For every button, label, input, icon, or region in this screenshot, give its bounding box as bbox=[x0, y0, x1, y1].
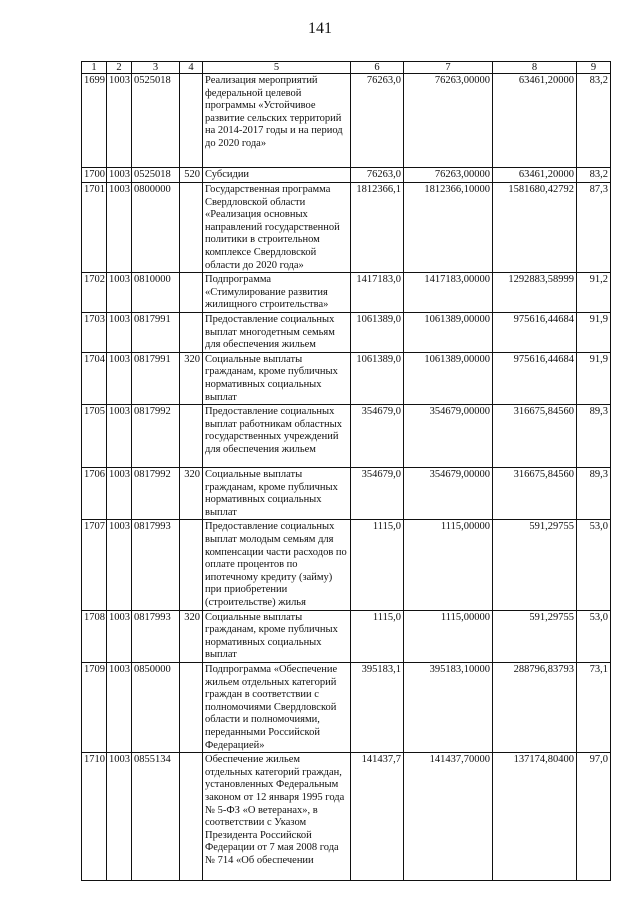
column-header: 4 bbox=[180, 62, 203, 74]
column-header: 1 bbox=[82, 62, 107, 74]
row-number: 1706 bbox=[82, 468, 107, 520]
row-number: 1704 bbox=[82, 352, 107, 404]
row-number: 1710 bbox=[82, 753, 107, 881]
execution-percent: 83,2 bbox=[577, 74, 611, 168]
execution-percent: 89,3 bbox=[577, 468, 611, 520]
item-name: Предоставление социальных выплат работникам областных государственных учреждений для обеспечения жильем bbox=[203, 405, 351, 468]
row-number: 1700 bbox=[82, 168, 107, 183]
section-code: 1003 bbox=[107, 468, 132, 520]
plan-amount: 395183,1 bbox=[351, 663, 404, 753]
target-article-code: 0817993 bbox=[132, 520, 180, 610]
row-number: 1708 bbox=[82, 610, 107, 662]
execution-percent: 97,0 bbox=[577, 753, 611, 881]
table-row bbox=[82, 468, 611, 520]
plan-amount: 1115,0 bbox=[351, 520, 404, 610]
table-row bbox=[82, 74, 611, 168]
executed-amount: 288796,83793 bbox=[493, 663, 577, 753]
item-name: Подпрограмма «Стимулирование развития жилищного строительства» bbox=[203, 273, 351, 313]
expense-type-code bbox=[180, 273, 203, 313]
table-row bbox=[82, 312, 611, 352]
plan-amount: 1812366,1 bbox=[351, 183, 404, 273]
section-code: 1003 bbox=[107, 312, 132, 352]
expense-type-code: 520 bbox=[180, 168, 203, 183]
plan-amount: 76263,0 bbox=[351, 168, 404, 183]
page-number: 141 bbox=[308, 20, 332, 37]
executed-amount: 63461,20000 bbox=[493, 74, 577, 168]
target-article-code: 0525018 bbox=[132, 74, 180, 168]
item-name: Социальные выплаты гражданам, кроме публичных нормативных социальных выплат bbox=[203, 610, 351, 662]
section-code: 1003 bbox=[107, 273, 132, 313]
target-article-code: 0800000 bbox=[132, 183, 180, 273]
section-code: 1003 bbox=[107, 663, 132, 753]
row-number: 1707 bbox=[82, 520, 107, 610]
plan-amount: 1417183,0 bbox=[351, 273, 404, 313]
table-row bbox=[82, 405, 611, 468]
plan-amount: 141437,7 bbox=[351, 753, 404, 881]
approved-amount: 395183,10000 bbox=[404, 663, 493, 753]
row-number: 1702 bbox=[82, 273, 107, 313]
plan-amount: 1115,0 bbox=[351, 610, 404, 662]
target-article-code: 0817992 bbox=[132, 468, 180, 520]
item-name: Социальные выплаты гражданам, кроме публичных нормативных социальных выплат bbox=[203, 352, 351, 404]
executed-amount: 316675,84560 bbox=[493, 405, 577, 468]
row-number: 1709 bbox=[82, 663, 107, 753]
target-article-code: 0810000 bbox=[132, 273, 180, 313]
item-name: Обеспечение жильем отдельных категорий граждан, установленных Федеральным законом от 12 января 1995 года № 5-ФЗ «О ветеранах», в соответствии с Указом Президента Российской Федерации от 7 мая 2008 года № 714 «Об обеспечении bbox=[203, 753, 351, 881]
approved-amount: 1061389,00000 bbox=[404, 352, 493, 404]
expense-type-code bbox=[180, 183, 203, 273]
execution-percent: 91,2 bbox=[577, 273, 611, 313]
section-code: 1003 bbox=[107, 74, 132, 168]
executed-amount: 591,29755 bbox=[493, 610, 577, 662]
execution-percent: 87,3 bbox=[577, 183, 611, 273]
expense-type-code: 320 bbox=[180, 468, 203, 520]
table-row bbox=[82, 352, 611, 404]
item-name: Подпрограмма «Обеспечение жильем отдельных категорий граждан в соответствии с полномочиями Свердловской области и полномочиями, переданными Российской Федерацией» bbox=[203, 663, 351, 753]
target-article-code: 0817991 bbox=[132, 312, 180, 352]
execution-percent: 91,9 bbox=[577, 312, 611, 352]
section-code: 1003 bbox=[107, 405, 132, 468]
table-row bbox=[82, 273, 611, 313]
budget-table bbox=[81, 61, 611, 881]
executed-amount: 1292883,58999 bbox=[493, 273, 577, 313]
approved-amount: 354679,00000 bbox=[404, 468, 493, 520]
column-header: 7 bbox=[404, 62, 493, 74]
item-name: Социальные выплаты гражданам, кроме публичных нормативных социальных выплат bbox=[203, 468, 351, 520]
target-article-code: 0525018 bbox=[132, 168, 180, 183]
approved-amount: 1115,00000 bbox=[404, 610, 493, 662]
column-header: 2 bbox=[107, 62, 132, 74]
executed-amount: 63461,20000 bbox=[493, 168, 577, 183]
target-article-code: 0855134 bbox=[132, 753, 180, 881]
expense-type-code bbox=[180, 74, 203, 168]
executed-amount: 1581680,42792 bbox=[493, 183, 577, 273]
table-header-row bbox=[82, 62, 611, 74]
row-number: 1699 bbox=[82, 74, 107, 168]
approved-amount: 1115,00000 bbox=[404, 520, 493, 610]
column-header: 5 bbox=[203, 62, 351, 74]
execution-percent: 83,2 bbox=[577, 168, 611, 183]
approved-amount: 354679,00000 bbox=[404, 405, 493, 468]
target-article-code: 0850000 bbox=[132, 663, 180, 753]
target-article-code: 0817992 bbox=[132, 405, 180, 468]
table-row bbox=[82, 168, 611, 183]
execution-percent: 89,3 bbox=[577, 405, 611, 468]
execution-percent: 73,1 bbox=[577, 663, 611, 753]
section-code: 1003 bbox=[107, 520, 132, 610]
approved-amount: 1061389,00000 bbox=[404, 312, 493, 352]
execution-percent: 91,9 bbox=[577, 352, 611, 404]
section-code: 1003 bbox=[107, 610, 132, 662]
approved-amount: 1812366,10000 bbox=[404, 183, 493, 273]
execution-percent: 53,0 bbox=[577, 610, 611, 662]
column-header: 6 bbox=[351, 62, 404, 74]
column-header: 9 bbox=[577, 62, 611, 74]
column-header: 8 bbox=[493, 62, 577, 74]
item-name: Государственная программа Свердловской области «Реализация основных направлений государственной политики в строительном комплексе Свердловской области до 2020 года» bbox=[203, 183, 351, 273]
plan-amount: 76263,0 bbox=[351, 74, 404, 168]
plan-amount: 354679,0 bbox=[351, 468, 404, 520]
executed-amount: 975616,44684 bbox=[493, 352, 577, 404]
expense-type-code bbox=[180, 405, 203, 468]
section-code: 1003 bbox=[107, 168, 132, 183]
row-number: 1705 bbox=[82, 405, 107, 468]
target-article-code: 0817993 bbox=[132, 610, 180, 662]
approved-amount: 76263,00000 bbox=[404, 74, 493, 168]
row-number: 1701 bbox=[82, 183, 107, 273]
section-code: 1003 bbox=[107, 753, 132, 881]
executed-amount: 316675,84560 bbox=[493, 468, 577, 520]
target-article-code: 0817991 bbox=[132, 352, 180, 404]
expense-type-code bbox=[180, 312, 203, 352]
table-row bbox=[82, 610, 611, 662]
row-number: 1703 bbox=[82, 312, 107, 352]
section-code: 1003 bbox=[107, 352, 132, 404]
executed-amount: 591,29755 bbox=[493, 520, 577, 610]
expense-type-code bbox=[180, 663, 203, 753]
item-name: Предоставление социальных выплат многодетным семьям для обеспечения жильем bbox=[203, 312, 351, 352]
expense-type-code bbox=[180, 520, 203, 610]
expense-type-code: 320 bbox=[180, 352, 203, 404]
execution-percent: 53,0 bbox=[577, 520, 611, 610]
plan-amount: 1061389,0 bbox=[351, 312, 404, 352]
item-name: Субсидии bbox=[203, 168, 351, 183]
approved-amount: 141437,70000 bbox=[404, 753, 493, 881]
expense-type-code bbox=[180, 753, 203, 881]
item-name: Предоставление социальных выплат молодым семьям для компенсации части расходов по оплате процентов по ипотечному кредиту (займу) при приобретении (строительстве) жилья bbox=[203, 520, 351, 610]
section-code: 1003 bbox=[107, 183, 132, 273]
plan-amount: 354679,0 bbox=[351, 405, 404, 468]
column-header: 3 bbox=[132, 62, 180, 74]
approved-amount: 1417183,00000 bbox=[404, 273, 493, 313]
item-name: Реализация мероприятий федеральной целевой программы «Устойчивое развитие сельских территорий на 2014-2017 годы и на период до 2020 года» bbox=[203, 74, 351, 168]
table-row bbox=[82, 753, 611, 881]
expense-type-code: 320 bbox=[180, 610, 203, 662]
plan-amount: 1061389,0 bbox=[351, 352, 404, 404]
table-row bbox=[82, 663, 611, 753]
table-row bbox=[82, 183, 611, 273]
executed-amount: 137174,80400 bbox=[493, 753, 577, 881]
table-row bbox=[82, 520, 611, 610]
executed-amount: 975616,44684 bbox=[493, 312, 577, 352]
approved-amount: 76263,00000 bbox=[404, 168, 493, 183]
